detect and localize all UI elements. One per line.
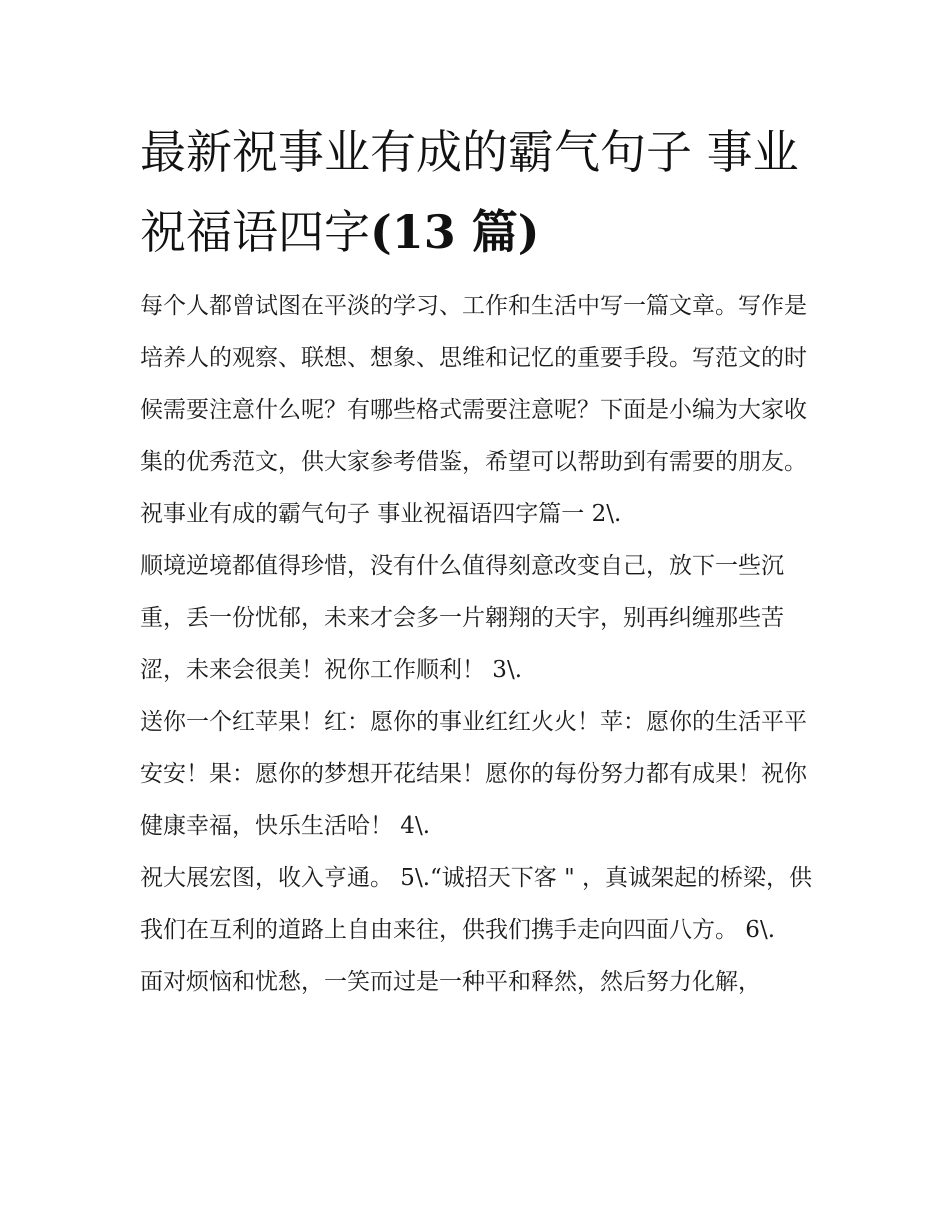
document-content [140, 112, 820, 1008]
paragraph-3: 送你一个红苹果！红：愿你的事业红红火火！苹：愿你的生活平平安安！果：愿你的梦想开花结果！愿你的每份努力都有成果！祝你健康幸福，快乐生活哈！ 4\. [140, 709, 807, 839]
paragraph-4: 祝大展宏图，收入亨通。 5\.“诚招天下客 " ，真诚架起的桥梁，供我们在互利的道路上自由来往，供我们携手走向四面八方。 6\. [140, 865, 812, 943]
document-title-count: (13 篇) [370, 205, 540, 259]
document-title-main: 最新祝事业有成的霸气句子 事业祝福语四字 [140, 125, 799, 259]
paragraph-2: 顺境逆境都值得珍惜，没有什么值得刻意改变自己，放下一些沉重，丢一份忧郁，未来才会多一片翱翔的天宇，别再纠缠那些苦涩，未来会很美！祝你工作顺利！ 3\. [140, 553, 784, 683]
document-title [140, 112, 820, 272]
intro-paragraph: 每个人都曾试图在平淡的学习、工作和生活中写一篇文章。写作是培养人的观察、联想、想象、思维和记忆的重要手段。写范文的时候需要注意什么呢？有哪些格式需要注意呢？下面是小编为大家收集的优秀范文，供大家参考借鉴，希望可以帮助到有需要的朋友。 [140, 293, 807, 475]
section-heading-1: 祝事业有成的霸气句子 事业祝福语四字篇一 2\. [140, 501, 622, 527]
paragraph-5: 面对烦恼和忧愁，一笑而过是一种平和释然，然后努力化解， [140, 969, 761, 995]
